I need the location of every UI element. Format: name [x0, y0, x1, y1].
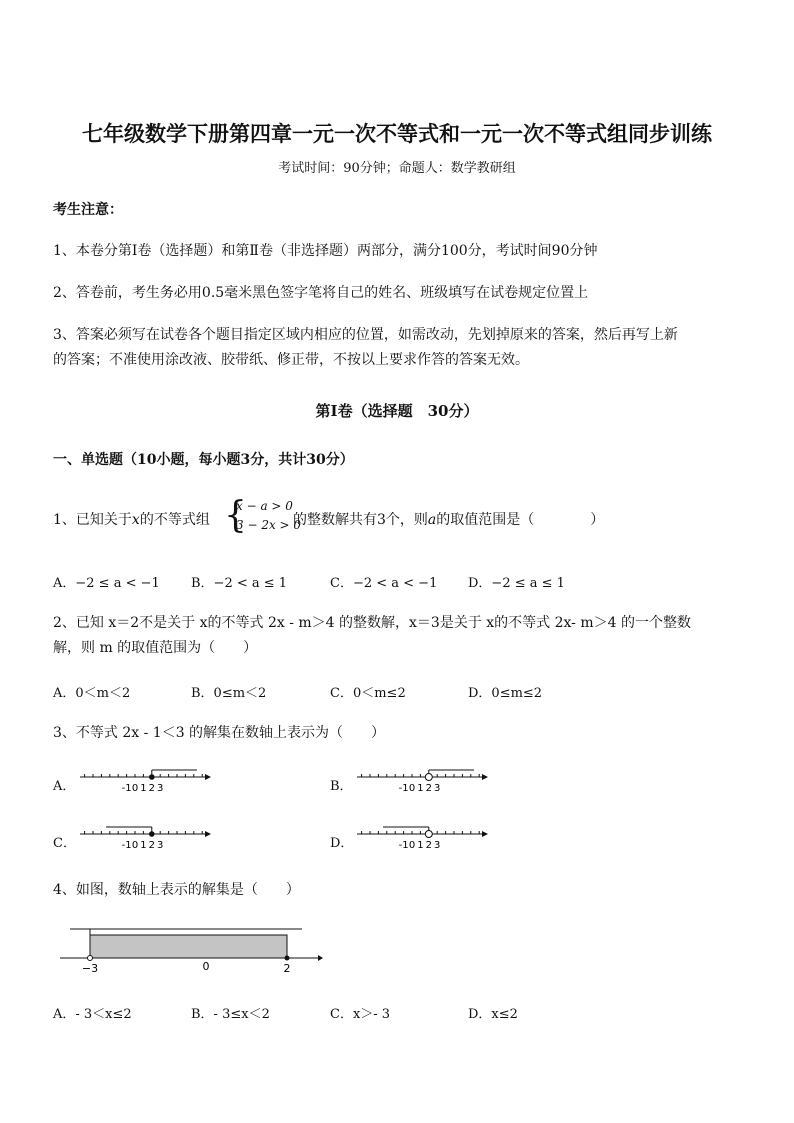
tick-label: -1 — [398, 840, 409, 851]
q4-label-0: 0 — [202, 960, 210, 973]
question-4: 4、如图，数轴上表示的解集是（ ） — [53, 882, 300, 898]
q2-option-b[interactable]: B．0≤m＜2 — [191, 686, 267, 701]
tick-label: 1 — [140, 840, 147, 851]
tick-label: 2 — [148, 840, 155, 851]
tick-label: 2 — [425, 840, 432, 851]
q1-option-b[interactable]: B．−2 < a ≤ 1 — [191, 576, 288, 591]
section-title: 第Ⅰ卷（选择题 30分） — [315, 402, 479, 420]
question-1: 1、已知关于x的不等式组 — [53, 512, 210, 528]
q4-option-d[interactable]: D．x≤2 — [468, 1007, 518, 1022]
q3-option-c[interactable]: C． — [53, 836, 76, 851]
q2-option-a[interactable]: A．0＜m＜2 — [53, 686, 131, 701]
notice-item-3-cont: 的答案；不准使用涂改液、胶带纸、修正带，不按以上要求作答的答案无效。 — [53, 352, 529, 368]
tick-label: -1 — [121, 840, 132, 851]
q3-option-d[interactable]: D． — [330, 836, 354, 851]
notice-item-2: 2、答卷前，考生务必用0.5毫米黑色签字笔将自己的姓名、班级填写在试卷规定位置上 — [53, 285, 589, 301]
notice-item-1: 1、本卷分第Ⅰ卷（选择题）和第Ⅱ卷（非选择题）两部分，满分100分，考试时间90分钟 — [53, 243, 598, 259]
tick-label: -1 — [398, 783, 409, 794]
tick-label: 3 — [434, 783, 441, 794]
tick-label: 3 — [157, 840, 164, 851]
q4-label-2: 2 — [283, 962, 291, 975]
axis-arrow — [205, 831, 211, 837]
tick-label: 1 — [417, 783, 424, 794]
axis-arrow — [205, 774, 211, 780]
question-2-line2: 解，则 m 的取值范围为（ ） — [53, 640, 258, 656]
closed-dot — [150, 832, 155, 837]
q1-option-a[interactable]: A．−2 ≤ a < −1 — [53, 576, 160, 591]
tick-label: -1 — [121, 783, 132, 794]
part-heading: 一、单选题（10小题，每小题3分，共计30分） — [53, 452, 354, 468]
exam-info: 考试时间：90分钟；命题人：数学教研组 — [278, 161, 516, 176]
notice-item-3: 3、答案必须写在试卷各个题目指定区域内相应的位置，如需改动，先划掉原来的答案，然后再写上新 — [53, 327, 678, 343]
tick-label: 2 — [148, 783, 155, 794]
q4-number-line — [60, 929, 323, 975]
q4-label-neg3: −3 — [81, 962, 99, 975]
q3-option-a[interactable]: A． — [53, 779, 76, 794]
tick-label: 0 — [408, 783, 416, 794]
question-3: 3、不等式 2x - 1＜3 的解集在数轴上表示为（ ） — [53, 725, 386, 741]
open-dot — [425, 774, 432, 781]
open-dot — [425, 831, 432, 838]
tick-label: 0 — [131, 783, 139, 794]
axis-arrow — [482, 831, 488, 837]
tick-label: 3 — [434, 840, 441, 851]
q1-option-c[interactable]: C．−2 < a < −1 — [330, 576, 438, 591]
q4-option-c[interactable]: C．x＞- 3 — [330, 1007, 391, 1022]
page-title: 七年级数学下册第四章一元一次不等式和一元一次不等式组同步训练 — [82, 121, 712, 146]
question-1-tail: 的整数解共有3个，则a的取值范围是（ ） — [293, 512, 605, 528]
question-2-line1: 2、已知 x＝2不是关于 x的不等式 2x - m＞4 的整数解，x＝3是关于 x的不等式 2x- m＞4 的一个整数 — [53, 615, 691, 631]
tick-label: 1 — [417, 840, 424, 851]
number-line-b[interactable] — [357, 770, 488, 794]
inequality-system: x − a > 0 3 − 2x > 0 — [236, 499, 302, 532]
tick-label: 3 — [157, 783, 164, 794]
q2-option-c[interactable]: C．0＜m≤2 — [330, 686, 406, 701]
number-line-a[interactable] — [80, 770, 211, 794]
closed-dot — [150, 775, 155, 780]
number-line-c[interactable] — [80, 827, 211, 851]
q3-option-b[interactable]: B． — [330, 779, 353, 794]
tick-label: 1 — [140, 783, 147, 794]
system-brace: { — [224, 495, 247, 536]
q1-option-d[interactable]: D．−2 ≤ a ≤ 1 — [468, 576, 565, 591]
q4-option-a[interactable]: A．- 3＜x≤2 — [53, 1007, 132, 1022]
notice-heading: 考生注意： — [53, 202, 123, 218]
number-line-d[interactable] — [357, 827, 488, 851]
tick-label: 2 — [425, 783, 432, 794]
axis-arrow — [482, 774, 488, 780]
tick-label: 0 — [408, 840, 416, 851]
tick-label: 0 — [131, 840, 139, 851]
q4-option-b[interactable]: B．- 3≤x＜2 — [191, 1007, 270, 1022]
q2-option-d[interactable]: D．0≤m≤2 — [468, 686, 543, 701]
